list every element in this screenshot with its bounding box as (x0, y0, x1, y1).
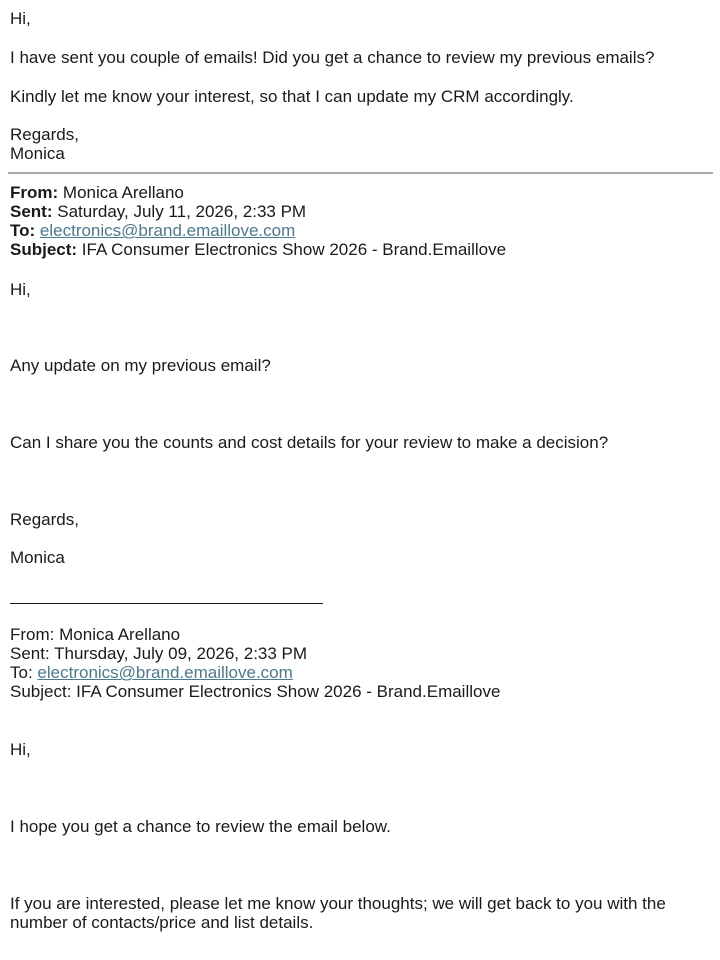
to-email-link[interactable]: electronics@brand.emaillove.com (39, 221, 296, 240)
quoted1-line-1: Any update on my previous email? (10, 356, 271, 375)
to-email-link[interactable]: electronics@brand.emaillove.com (37, 663, 293, 682)
top-greeting: Hi, (10, 9, 31, 28)
quoted2-from-row (10, 625, 180, 644)
top-regards: Regards, (10, 125, 79, 144)
subject-value: IFA Consumer Electronics Show 2026 - Brand.Emaillove (76, 682, 501, 701)
sent-label: Sent: (10, 202, 53, 221)
quoted2-sent-row (10, 644, 307, 663)
quoted1-to-row (10, 221, 295, 240)
quoted1-signature: Monica (10, 548, 65, 567)
quoted2-to-row (10, 663, 293, 682)
separator-line (8, 172, 713, 174)
sent-value: Thursday, July 09, 2026, 2:33 PM (54, 644, 308, 663)
quoted2-line-1: I hope you get a chance to review the email below. (10, 817, 391, 836)
subject-label: Subject: (10, 682, 72, 701)
from-value: Monica Arellano (59, 625, 181, 644)
quoted1-subject-row (10, 240, 506, 259)
from-label: From: (10, 183, 59, 202)
quoted1-line-2: Can I share you the counts and cost details for your review to make a decision? (10, 433, 609, 452)
subject-value: IFA Consumer Electronics Show 2026 - Brand.Emaillove (81, 240, 507, 259)
top-signature: Monica (10, 144, 65, 163)
to-label: To: (10, 221, 36, 240)
quoted2-greeting: Hi, (10, 740, 31, 759)
quoted1-regards: Regards, (10, 510, 79, 529)
top-line-2: Kindly let me know your interest, so that I can update my CRM accordingly. (10, 87, 574, 106)
quoted2-line-2a: If you are interested, please let me know your thoughts; we will get back to you with the (10, 894, 666, 913)
sent-label: Sent: (10, 644, 50, 663)
quoted1-from-row (10, 183, 184, 202)
quoted1-greeting: Hi, (10, 280, 31, 299)
top-line-1: I have sent you couple of emails! Did you get a chance to review my previous emails? (10, 48, 655, 67)
quoted1-sent-row (10, 202, 306, 221)
sent-value: Saturday, July 11, 2026, 2:33 PM (57, 202, 307, 221)
from-label: From: (10, 625, 55, 644)
to-label: To: (10, 663, 33, 682)
quoted2-subject-row (10, 682, 500, 701)
from-value: Monica Arellano (62, 183, 184, 202)
quoted2-line-2b: number of contacts/price and list details. (10, 913, 314, 932)
subject-label: Subject: (10, 240, 78, 259)
signature-rule (10, 603, 323, 604)
